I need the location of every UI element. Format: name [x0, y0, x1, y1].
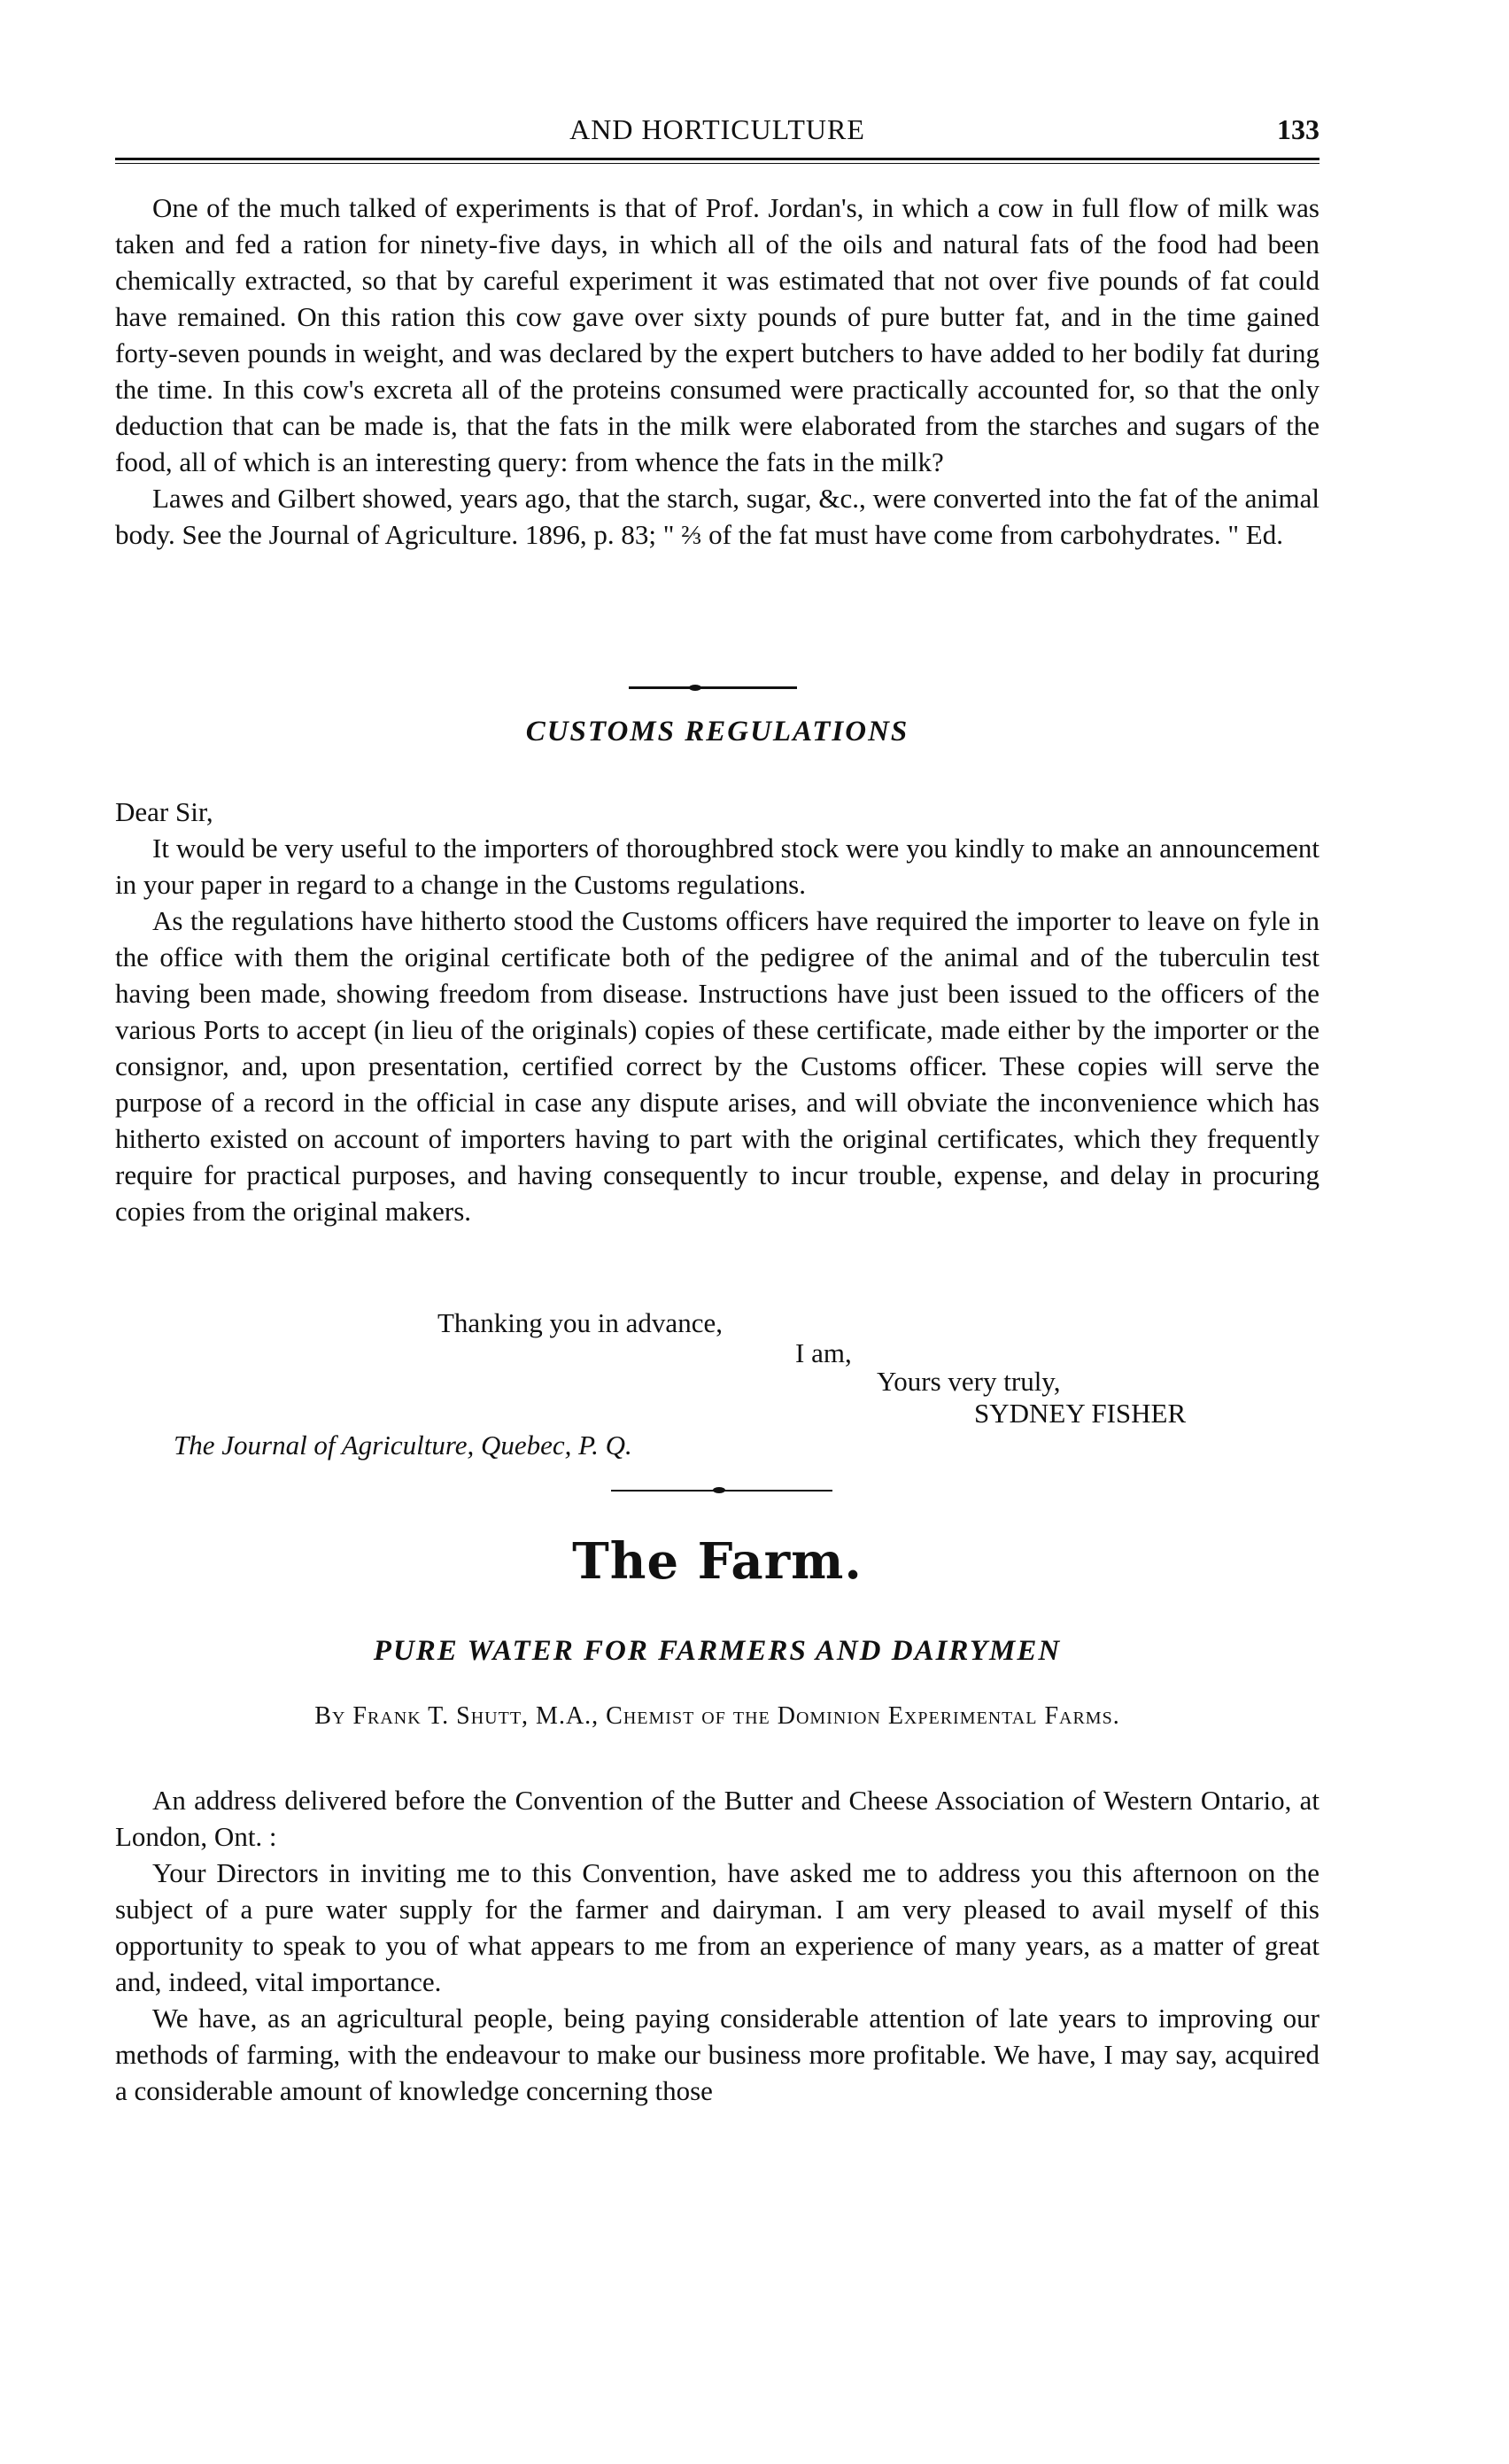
letter-address: The Journal of Agriculture, Quebec, P. Q. — [174, 1430, 632, 1461]
article-byline: By Frank T. Shutt, M.A., Chemist of the Dominion Experimental Farms. — [314, 1702, 1120, 1730]
divider-ornament — [689, 685, 701, 691]
letter-salutation: Dear Sir, — [115, 796, 213, 827]
customs-heading: CUSTOMS REGULATIONS — [525, 716, 909, 748]
header-rule-thin — [115, 163, 1319, 164]
running-title: AND HORTICULTURE — [569, 113, 865, 145]
letter-paragraph: It would be very useful to the importers of thoroughbred stock were you kindly to make an announcement in your paper in regard to a change in the Customs regulations. — [115, 833, 1319, 900]
letter-closing: Yours very truly, — [877, 1366, 1061, 1397]
editorial-paragraph: Lawes and Gilbert showed, years ago, that the starch, sugar, &c., were converted into the fat of the animal body. See the Journal of Agriculture. 1896, p. 83; " ⅔ of the fat must have come from carbohydrates. " Ed. — [115, 483, 1319, 550]
article-paragraph: We have, as an agricultural people, being paying considerable attention of late years to improving our methods of farming, with the endeavour to make our business more profitable. We have, I may say, acquired a considerable amount of knowledge concerning those — [115, 2003, 1319, 2106]
letter-closing: Thanking you in advance, — [437, 1307, 723, 1338]
article-body — [115, 1782, 1319, 2109]
editorial-paragraph: One of the much talked of experiments is that of Prof. Jordan's, in which a cow in full flow of milk was taken and fed a ration for ninety-five days, in which all of the oils and natural fats of the food had been chemically extracted, so that by careful experiment it was estimated that not over five pounds of fat could have remained. On this ration this cow gave over sixty pounds of pure butter fat, and in the time gained forty-seven pounds in weight, and was declared by the expert butchers to have added to her bodily fat during the time. In this cow's excreta all of the proteins consumed were practically accounted for, so that the only deduction that can be made is, that the fats in the milk were elaborated from the starches and sugars of the food, all of which is an interesting query: from whence the fats in the milk? — [115, 192, 1319, 477]
letter-signature: SYDNEY FISHER — [974, 1398, 1187, 1429]
divider-ornament — [713, 1487, 725, 1493]
letter-closing: I am, — [795, 1337, 852, 1368]
letter-paragraph: As the regulations have hitherto stood the Customs officers have required the importer to leave on fyle in the office with them the original certificate both of the pedigree of the animal and of the tuberculin test having been made, showing freedom from disease. Instructions have just been issued to the officers of the various Ports to accept (in lieu of the originals) copies of these certificate, made either by the importer or the consignor, and, upon presentation, certified correct by the Customs officer. These copies will serve the purpose of a record in the official in case any dispute arises, and will obviate the inconvenience which has hitherto existed on account of importers having to part with the original certificates, which they frequently require for practical purposes, and having consequently to incur trouble, expense, and delay in procuring copies from the original makers. — [115, 905, 1319, 1227]
customs-letter — [115, 794, 1319, 1229]
article-paragraph: An address delivered before the Convention of the Butter and Cheese Association of Western Ontario, at London, Ont. : — [115, 1785, 1319, 1852]
article-heading: PURE WATER FOR FARMERS AND DAIRYMEN — [373, 1635, 1062, 1667]
article-paragraph: Your Directors in inviting me to this Convention, have asked me to address you this afternoon on the subject of a pure water supply for the farmer and dairyman. I am very pleased to avail myself of this opportunity to speak to you of what appears to me from an experience of many years, as a matter of great and, indeed, vital importance. — [115, 1857, 1319, 1997]
running-header — [115, 105, 1319, 149]
section-divider — [629, 686, 797, 689]
header-rule — [115, 158, 1319, 160]
farm-section-title: The Farm. — [572, 1532, 863, 1591]
page-number: 133 — [1277, 113, 1319, 145]
editorial-note — [115, 190, 1319, 553]
